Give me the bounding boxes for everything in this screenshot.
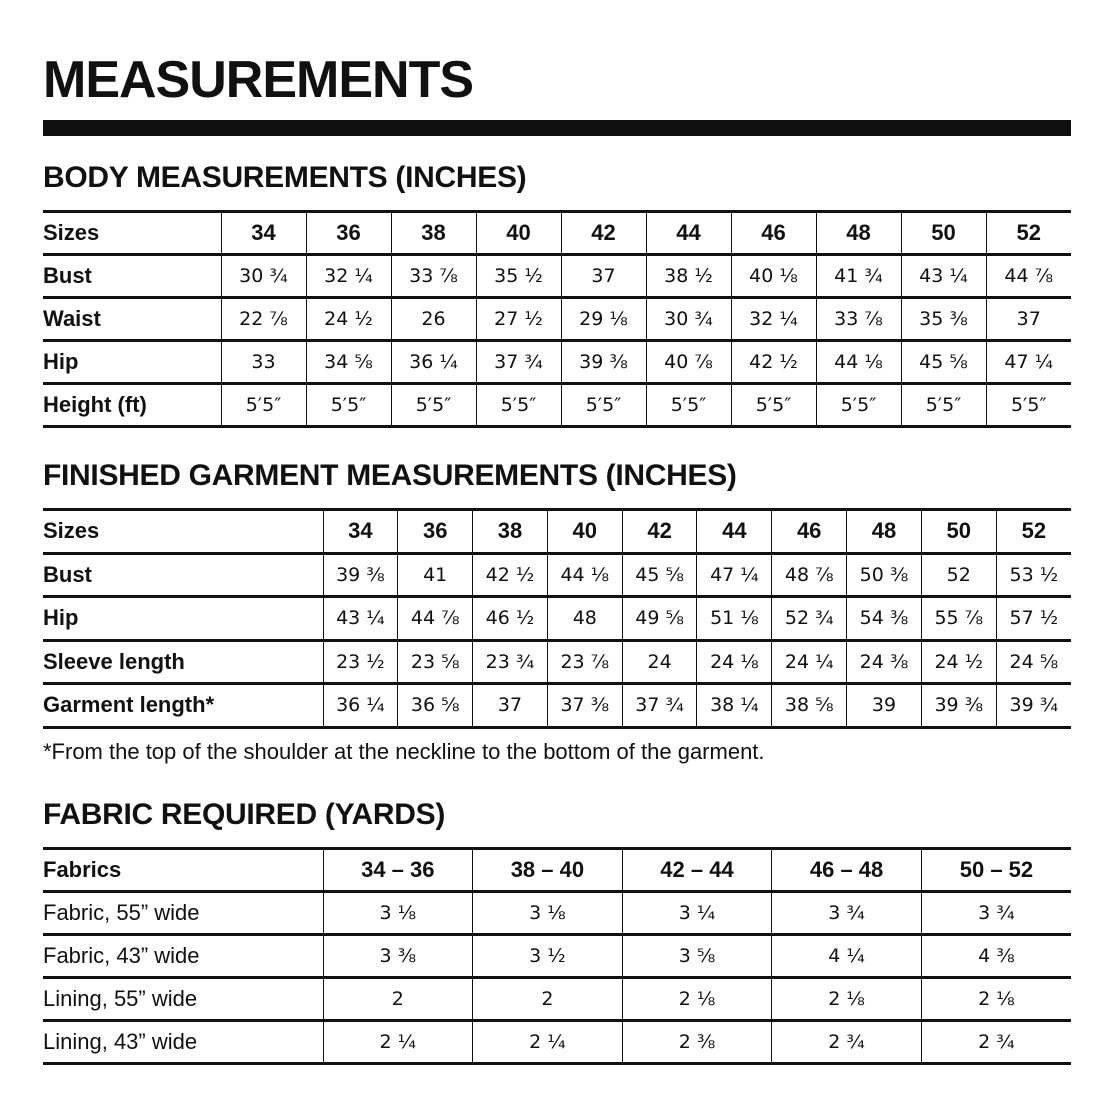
size-header: 52	[986, 212, 1071, 255]
size-header: 46 – 48	[772, 849, 922, 892]
table-cell: 24 ½	[921, 640, 996, 684]
size-header: 46	[772, 510, 847, 554]
row-label: Bust	[43, 255, 221, 298]
table-cell: 23 ½	[323, 640, 398, 684]
row-label: Garment length*	[43, 684, 323, 728]
table-cell: 24 ⅛	[697, 640, 772, 684]
size-header: 44	[697, 510, 772, 554]
table-cell: 48 ⅞	[772, 553, 847, 597]
table-cell: 52	[921, 553, 996, 597]
header-label: Sizes	[43, 510, 323, 554]
table-cell: 39 ⅜	[561, 341, 646, 384]
size-header: 38	[473, 510, 548, 554]
table-cell: 38 ½	[646, 255, 731, 298]
table-row	[43, 892, 1071, 935]
size-header: 36	[306, 212, 391, 255]
table-cell: 44 ⅛	[547, 553, 622, 597]
table-cell: 43 ¼	[323, 597, 398, 641]
table-cell: 32 ¼	[306, 255, 391, 298]
table-cell: 37	[561, 255, 646, 298]
header-label: Fabrics	[43, 849, 323, 892]
table-cell: 29 ⅛	[561, 298, 646, 341]
table-cell: 3 ⅛	[323, 892, 473, 935]
table-cell: 26	[391, 298, 476, 341]
row-label: Lining, 55” wide	[43, 978, 323, 1021]
size-header: 50 – 52	[921, 849, 1071, 892]
table-cell: 24 ½	[306, 298, 391, 341]
table-cell: 2 ⅛	[622, 978, 772, 1021]
row-label: Height (ft)	[43, 384, 221, 427]
size-header: 36	[398, 510, 473, 554]
table-cell: 30 ¾	[646, 298, 731, 341]
table-cell: 36 ¼	[323, 684, 398, 728]
table-cell: 5′5″	[901, 384, 986, 427]
table-row	[43, 341, 1071, 384]
table-cell: 23 ⅞	[547, 640, 622, 684]
table-cell: 24 ⅜	[847, 640, 922, 684]
table-cell: 22 ⅞	[221, 298, 306, 341]
table-cell: 54 ⅜	[847, 597, 922, 641]
row-label: Waist	[43, 298, 221, 341]
row-label: Fabric, 55” wide	[43, 892, 323, 935]
table-header-row	[43, 212, 1071, 255]
size-header: 48	[816, 212, 901, 255]
table-cell: 50 ⅜	[847, 553, 922, 597]
size-header: 40	[547, 510, 622, 554]
table-cell: 40 ⅞	[646, 341, 731, 384]
table-cell: 30 ¾	[221, 255, 306, 298]
table-cell: 3 ⅜	[323, 935, 473, 978]
table-cell: 39 ⅜	[921, 684, 996, 728]
table-cell: 2 ⅛	[921, 978, 1071, 1021]
table-cell: 47 ¼	[986, 341, 1071, 384]
size-header: 44	[646, 212, 731, 255]
table-cell: 24	[622, 640, 697, 684]
table-cell: 3 ¼	[622, 892, 772, 935]
footnote: *From the top of the shoulder at the neckline to the bottom of the garment.	[43, 739, 765, 764]
table-cell: 3 ½	[473, 935, 623, 978]
table-cell: 5′5″	[306, 384, 391, 427]
fabric-required-table	[43, 847, 1071, 1065]
table-row	[43, 255, 1071, 298]
table-cell: 37 ¾	[622, 684, 697, 728]
table-row	[43, 298, 1071, 341]
table-cell: 47 ¼	[697, 553, 772, 597]
table-cell: 4 ¼	[772, 935, 922, 978]
table-cell: 5′5″	[391, 384, 476, 427]
size-header: 42	[622, 510, 697, 554]
table-row	[43, 978, 1071, 1021]
table-cell: 33 ⅞	[391, 255, 476, 298]
table-cell: 39	[847, 684, 922, 728]
size-header: 38 – 40	[473, 849, 623, 892]
table-cell: 35 ½	[476, 255, 561, 298]
table-header-row	[43, 510, 1071, 554]
size-header: 48	[847, 510, 922, 554]
row-label: Sleeve length	[43, 640, 323, 684]
table-cell: 2 ¼	[323, 1021, 473, 1064]
size-header: 34 – 36	[323, 849, 473, 892]
size-header: 52	[996, 510, 1071, 554]
table-cell: 5′5″	[816, 384, 901, 427]
table-cell: 3 ⅛	[473, 892, 623, 935]
row-label: Hip	[43, 597, 323, 641]
size-header: 42 – 44	[622, 849, 772, 892]
table-cell: 38 ⅝	[772, 684, 847, 728]
table-cell: 44 ⅞	[398, 597, 473, 641]
table-cell: 36 ⅝	[398, 684, 473, 728]
table-cell: 37	[473, 684, 548, 728]
table-cell: 49 ⅝	[622, 597, 697, 641]
size-header: 50	[901, 212, 986, 255]
table-cell: 23 ⅝	[398, 640, 473, 684]
finished-garment-table	[43, 508, 1071, 729]
finished-garment-title: FINISHED GARMENT MEASUREMENTS (INCHES)	[43, 459, 737, 492]
table-cell: 42 ½	[473, 553, 548, 597]
table-cell: 2 ¾	[772, 1021, 922, 1064]
size-header: 50	[921, 510, 996, 554]
table-row	[43, 640, 1071, 684]
row-label: Bust	[43, 553, 323, 597]
table-cell: 5′5″	[646, 384, 731, 427]
table-row	[43, 553, 1071, 597]
table-cell: 33	[221, 341, 306, 384]
table-cell: 55 ⅞	[921, 597, 996, 641]
table-cell: 24 ⅝	[996, 640, 1071, 684]
row-label: Fabric, 43” wide	[43, 935, 323, 978]
table-row	[43, 597, 1071, 641]
table-cell: 40 ⅛	[731, 255, 816, 298]
table-cell: 51 ⅛	[697, 597, 772, 641]
table-cell: 39 ⅜	[323, 553, 398, 597]
table-row	[43, 384, 1071, 427]
table-cell: 43 ¼	[901, 255, 986, 298]
row-label: Hip	[43, 341, 221, 384]
table-cell: 5′5″	[731, 384, 816, 427]
table-cell: 45 ⅝	[901, 341, 986, 384]
table-cell: 33 ⅞	[816, 298, 901, 341]
table-cell: 48	[547, 597, 622, 641]
table-cell: 46 ½	[473, 597, 548, 641]
table-row	[43, 935, 1071, 978]
table-cell: 5′5″	[1010, 394, 1047, 416]
table-cell: 37	[986, 298, 1071, 341]
size-header: 34	[221, 212, 306, 255]
table-cell: 5′5″	[561, 384, 646, 427]
table-cell: 2 ⅛	[772, 978, 922, 1021]
table-cell: 3 ⅝	[622, 935, 772, 978]
size-header: 42	[561, 212, 646, 255]
table-cell: 52 ¾	[772, 597, 847, 641]
table-row	[43, 684, 1071, 728]
header-label: Sizes	[43, 212, 221, 255]
table-cell: 44 ⅛	[816, 341, 901, 384]
table-cell: 2	[323, 978, 473, 1021]
table-cell: 57 ½	[996, 597, 1071, 641]
table-cell: 39 ¾	[1009, 694, 1059, 717]
table-cell: 42 ½	[731, 341, 816, 384]
table-row	[43, 1021, 1071, 1064]
table-cell: 35 ⅜	[901, 298, 986, 341]
table-cell: 23 ¾	[473, 640, 548, 684]
table-cell: 2 ¾	[978, 1031, 1015, 1053]
table-cell: 32 ¼	[731, 298, 816, 341]
table-cell: 5′5″	[221, 384, 306, 427]
table-cell: 5′5″	[476, 384, 561, 427]
table-cell: 38 ¼	[697, 684, 772, 728]
page-title: MEASUREMENTS	[43, 51, 474, 109]
table-cell: 3 ¾	[772, 892, 922, 935]
size-header: 34	[323, 510, 398, 554]
row-label: Lining, 43” wide	[43, 1021, 323, 1064]
body-measurements-table	[43, 210, 1071, 428]
table-cell: 34 ⅝	[306, 341, 391, 384]
table-cell: 41 ¾	[816, 255, 901, 298]
table-cell: 2 ⅜	[622, 1021, 772, 1064]
table-cell: 24 ¼	[772, 640, 847, 684]
table-cell: 36 ¼	[391, 341, 476, 384]
table-cell: 4 ⅜	[921, 935, 1071, 978]
body-measurements-title: BODY MEASUREMENTS (INCHES)	[43, 161, 527, 194]
table-cell: 2	[473, 978, 623, 1021]
table-cell: 37 ⅜	[547, 684, 622, 728]
table-cell: 44 ⅞	[986, 255, 1071, 298]
table-cell: 3 ¾	[921, 892, 1071, 935]
table-header-row	[43, 849, 1071, 892]
table-cell: 53 ½	[996, 553, 1071, 597]
size-header: 38	[391, 212, 476, 255]
size-header: 46	[731, 212, 816, 255]
table-cell: 41	[398, 553, 473, 597]
table-cell: 27 ½	[476, 298, 561, 341]
table-cell: 2 ¼	[473, 1021, 623, 1064]
table-cell: 45 ⅝	[622, 553, 697, 597]
table-cell: 37 ¾	[476, 341, 561, 384]
fabric-required-title: FABRIC REQUIRED (YARDS)	[43, 798, 446, 831]
size-header: 40	[476, 212, 561, 255]
title-rule	[43, 120, 1071, 136]
